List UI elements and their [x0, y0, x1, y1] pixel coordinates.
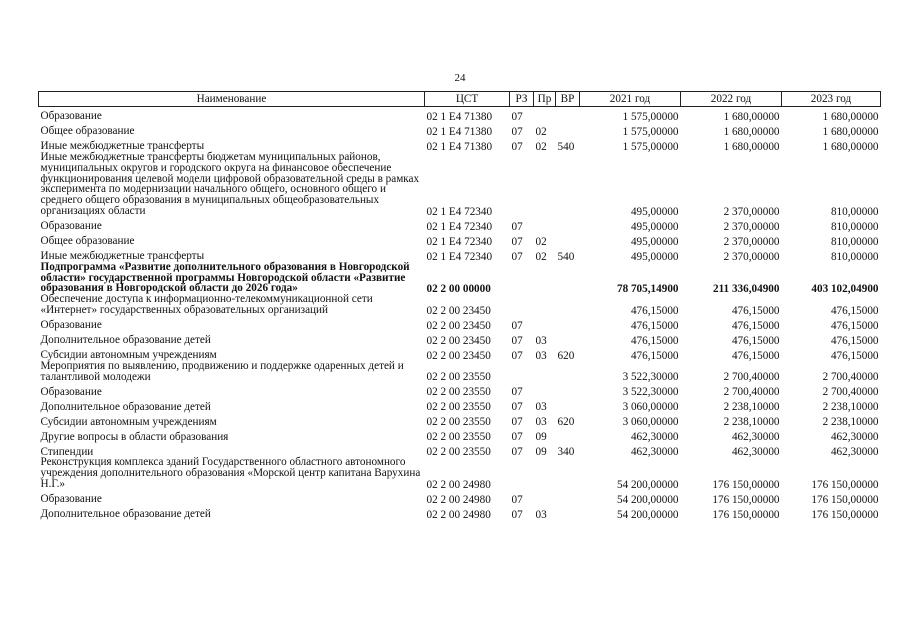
cell-2022: 1 680,00000 [723, 125, 780, 138]
table-row [39, 122, 881, 137]
cell-name: Стипендии [40, 445, 94, 458]
cell-pr: 09 [535, 446, 547, 459]
cell-rz: 07 [511, 493, 523, 506]
header-row [39, 92, 881, 107]
cell-name: Субсидии автономным учреждениям [40, 415, 217, 428]
cell-2022: 176 150,00000 [712, 478, 780, 491]
cell-2021: 476,15000 [630, 334, 679, 347]
cell-cst: 02 2 00 24980 [426, 478, 491, 491]
cell-2023: 2 700,40000 [822, 386, 879, 399]
cell-vr: 620 [557, 416, 575, 429]
table-row [39, 505, 881, 520]
cell-2023: 176 150,00000 [811, 508, 879, 521]
cell-2023: 810,00000 [830, 220, 879, 233]
table-row [39, 361, 881, 383]
cell-name: Дополнительное образование детей [40, 507, 211, 520]
header-vr: ВР [556, 92, 580, 107]
cell-vr [556, 490, 580, 505]
cell-2023: 2 238,10000 [822, 416, 879, 429]
cell-name: Иные межбюджетные трансферты бюджетам муниципальных районов, муниципальных округов и городского округа на финансовое обеспечение функционирования целевой модели цифровой образовательной среды в рамках эксперимента по модернизации начального общего, основного общего и среднего общего образования в муниципальных общеобразовательных организациях области [40, 151, 420, 217]
cell-2022: 2 700,40000 [723, 371, 780, 384]
table-row [39, 247, 881, 262]
table-row [39, 382, 881, 397]
cell-2023: 2 700,40000 [822, 371, 879, 384]
cell-2022: 176 150,00000 [712, 508, 780, 521]
cell-cst: 02 1 E4 71380 [426, 125, 493, 138]
cell-vr [556, 294, 580, 316]
cell-cst: 02 2 00 23450 [426, 349, 491, 362]
cell-pr [534, 382, 556, 397]
cell-2023: 476,15000 [830, 319, 879, 332]
cell-2022: 2 238,10000 [723, 401, 780, 414]
cell-vr: 620 [557, 349, 575, 362]
cell-2021: 3 060,00000 [622, 401, 679, 414]
cell-rz: 07 [511, 319, 523, 332]
cell-name: Дополнительное образование детей [40, 400, 211, 413]
cell-name: Образование [40, 385, 102, 398]
cell-cst: 02 2 00 24980 [426, 493, 491, 506]
cell-rz: 07 [511, 416, 523, 429]
header-2021: 2021 год [580, 92, 681, 107]
cell-name: Образование [40, 492, 102, 505]
cell-2022: 462,30000 [731, 431, 780, 444]
cell-pr: 03 [535, 334, 547, 347]
cell-vr [556, 316, 580, 331]
cell-cst: 02 2 00 23550 [426, 386, 491, 399]
cell-pr: 03 [535, 508, 547, 521]
cell-pr: 02 [535, 235, 547, 248]
cell-vr [556, 262, 580, 294]
cell-rz [510, 152, 534, 217]
cell-vr [556, 505, 580, 520]
cell-2022: 176 150,00000 [712, 493, 780, 506]
cell-2023: 810,00000 [830, 250, 879, 263]
cell-2021: 495,00000 [630, 205, 679, 218]
cell-name: Другие вопросы в области образования [40, 430, 229, 443]
cell-name: Иные межбюджетные трансферты [40, 249, 205, 262]
cell-2021: 3 060,00000 [622, 416, 679, 429]
cell-2023: 2 238,10000 [822, 401, 879, 414]
cell-2022: 1 680,00000 [723, 110, 780, 123]
cell-2023: 476,15000 [830, 304, 879, 317]
cell-2022: 476,15000 [731, 304, 780, 317]
cell-2023: 462,30000 [830, 431, 879, 444]
table-row [39, 107, 881, 123]
table-row [39, 137, 881, 152]
cell-2022: 462,30000 [731, 446, 780, 459]
cell-pr [534, 457, 556, 489]
cell-pr [534, 107, 556, 123]
cell-2023: 462,30000 [830, 446, 879, 459]
cell-cst: 02 2 00 24980 [426, 508, 491, 521]
cell-vr: 540 [557, 250, 575, 263]
cell-rz: 07 [511, 401, 523, 414]
cell-cst: 02 2 00 23450 [426, 304, 491, 317]
cell-name: Субсидии автономным учреждениям [40, 348, 217, 361]
header-name: Наименование [39, 92, 425, 107]
cell-2021: 78 705,14900 [616, 282, 679, 295]
cell-rz: 07 [511, 431, 523, 444]
cell-2023: 1 680,00000 [822, 140, 879, 153]
cell-2022: 2 370,00000 [723, 205, 780, 218]
cell-2022: 476,15000 [731, 349, 780, 362]
cell-cst: 02 1 E4 71380 [426, 140, 493, 153]
cell-rz [510, 294, 534, 316]
cell-2022: 2 370,00000 [723, 220, 780, 233]
cell-2023: 1 680,00000 [822, 110, 879, 123]
table-body [39, 107, 881, 520]
cell-2022: 476,15000 [731, 334, 780, 347]
cell-cst: 02 1 E4 72340 [426, 220, 493, 233]
table-row [39, 152, 881, 217]
cell-2021: 495,00000 [630, 250, 679, 263]
cell-name: Дополнительное образование детей [40, 333, 211, 346]
cell-pr [534, 316, 556, 331]
cell-cst: 02 2 00 23550 [426, 401, 491, 414]
cell-name: Общее образование [40, 234, 135, 247]
cell-name: Реконструкция комплекса зданий Государственного областного автономного учреждения дополнительного образования «Морской центр капитана Варухина Н.Г.» [40, 456, 421, 490]
cell-pr [534, 361, 556, 383]
cell-rz: 07 [511, 508, 523, 521]
header-rz: РЗ [510, 92, 534, 107]
cell-2022: 2 370,00000 [723, 235, 780, 248]
cell-2023: 810,00000 [830, 205, 879, 218]
cell-2023: 810,00000 [830, 235, 879, 248]
cell-2022: 2 238,10000 [723, 416, 780, 429]
cell-2021: 462,30000 [630, 431, 679, 444]
cell-vr [556, 361, 580, 383]
page-number: 24 [454, 72, 466, 84]
table-row [39, 294, 881, 316]
cell-rz [510, 262, 534, 294]
table-row [39, 217, 881, 232]
cell-2021: 3 522,30000 [622, 371, 679, 384]
cell-vr [556, 457, 580, 489]
table-header [39, 92, 881, 107]
cell-pr: 02 [535, 140, 547, 153]
cell-pr: 09 [535, 431, 547, 444]
cell-vr [556, 232, 580, 247]
cell-pr: 03 [535, 349, 547, 362]
cell-cst: 02 2 00 00000 [426, 282, 491, 295]
cell-pr [534, 294, 556, 316]
cell-cst: 02 1 E4 72340 [426, 205, 493, 218]
cell-cst: 02 2 00 23550 [426, 416, 491, 429]
table-row [39, 316, 881, 331]
cell-cst: 02 2 00 23550 [426, 431, 491, 444]
cell-name: Мероприятия по выявлению, продвижению и поддержке одаренных детей и талантливой молодежи [40, 359, 404, 383]
cell-2021: 1 575,00000 [622, 140, 679, 153]
cell-cst: 02 2 00 23550 [426, 371, 491, 384]
cell-vr [556, 107, 580, 123]
cell-pr [534, 152, 556, 217]
cell-2023: 176 150,00000 [811, 478, 879, 491]
cell-cst: 02 1 E4 72340 [426, 235, 493, 248]
cell-2021: 1 575,00000 [622, 125, 679, 138]
cell-rz [510, 457, 534, 489]
table-row [39, 457, 881, 489]
cell-cst: 02 2 00 23550 [426, 446, 491, 459]
cell-rz: 07 [511, 110, 523, 123]
cell-cst: 02 2 00 23450 [426, 319, 491, 332]
table-row [39, 331, 881, 346]
cell-rz: 07 [511, 125, 523, 138]
cell-name: Общее образование [40, 125, 135, 138]
table-row [39, 232, 881, 247]
cell-2021: 476,15000 [630, 304, 679, 317]
table-row [39, 262, 881, 294]
cell-2022: 2 370,00000 [723, 250, 780, 263]
cell-2023: 403 102,04900 [811, 282, 879, 295]
budget-table [38, 91, 881, 520]
table-row [39, 397, 881, 412]
cell-pr: 02 [535, 125, 547, 138]
cell-cst: 02 1 E4 71380 [426, 110, 493, 123]
table-row [39, 490, 881, 505]
cell-2021: 495,00000 [630, 220, 679, 233]
cell-rz: 07 [511, 349, 523, 362]
cell-vr [556, 152, 580, 217]
cell-2022: 2 700,40000 [723, 386, 780, 399]
header-2022: 2022 год [681, 92, 782, 107]
cell-2022: 211 336,04900 [712, 282, 780, 295]
cell-2021: 3 522,30000 [622, 386, 679, 399]
cell-vr [556, 427, 580, 442]
cell-vr [556, 397, 580, 412]
cell-name: Иные межбюджетные трансферты [40, 140, 205, 153]
cell-pr: 03 [535, 416, 547, 429]
cell-rz: 07 [511, 446, 523, 459]
cell-cst: 02 2 00 23450 [426, 334, 491, 347]
cell-2022: 476,15000 [731, 319, 780, 332]
cell-name: Образование [40, 219, 102, 232]
cell-pr [534, 490, 556, 505]
cell-vr: 540 [557, 140, 575, 153]
cell-2021: 495,00000 [630, 235, 679, 248]
cell-2021: 54 200,00000 [616, 478, 679, 491]
cell-vr [556, 382, 580, 397]
cell-vr [556, 217, 580, 232]
table-row [39, 427, 881, 442]
cell-2021: 476,15000 [630, 349, 679, 362]
cell-pr [534, 217, 556, 232]
cell-name: Подпрограмма «Развитие дополнительного образования в Новгородской области» государственной программы Новгородской области «Развитие образования в Новгородской области до 2026 года» [40, 260, 410, 295]
cell-2021: 1 575,00000 [622, 110, 679, 123]
cell-rz: 07 [511, 235, 523, 248]
cell-rz: 07 [511, 334, 523, 347]
cell-2022: 1 680,00000 [723, 140, 780, 153]
cell-2021: 462,30000 [630, 446, 679, 459]
cell-vr [556, 122, 580, 137]
header-2023: 2023 год [782, 92, 881, 107]
cell-2021: 54 200,00000 [616, 508, 679, 521]
cell-name: Обеспечение доступа к информационно-телекоммуникационной сети «Интернет» государственных образовательных организаций [40, 293, 373, 316]
cell-pr: 03 [535, 401, 547, 414]
cell-2023: 476,15000 [830, 349, 879, 362]
cell-pr [534, 262, 556, 294]
cell-rz: 07 [511, 140, 523, 153]
cell-name: Образование [40, 110, 102, 123]
cell-name: Образование [40, 318, 102, 331]
cell-rz: 07 [511, 220, 523, 233]
cell-2023: 1 680,00000 [822, 125, 879, 138]
cell-cst: 02 1 E4 72340 [426, 250, 493, 263]
cell-vr [556, 331, 580, 346]
cell-rz: 07 [511, 250, 523, 263]
cell-rz [510, 361, 534, 383]
cell-2023: 176 150,00000 [811, 493, 879, 506]
header-cst: ЦСТ [425, 92, 510, 107]
header-pr: Пр [534, 92, 556, 107]
cell-2021: 54 200,00000 [616, 493, 679, 506]
cell-2021: 476,15000 [630, 319, 679, 332]
table-row [39, 442, 881, 457]
cell-rz: 07 [511, 386, 523, 399]
table-row [39, 346, 881, 361]
cell-pr: 02 [535, 250, 547, 263]
table-row [39, 412, 881, 427]
cell-vr: 340 [557, 446, 575, 459]
cell-2023: 476,15000 [830, 334, 879, 347]
